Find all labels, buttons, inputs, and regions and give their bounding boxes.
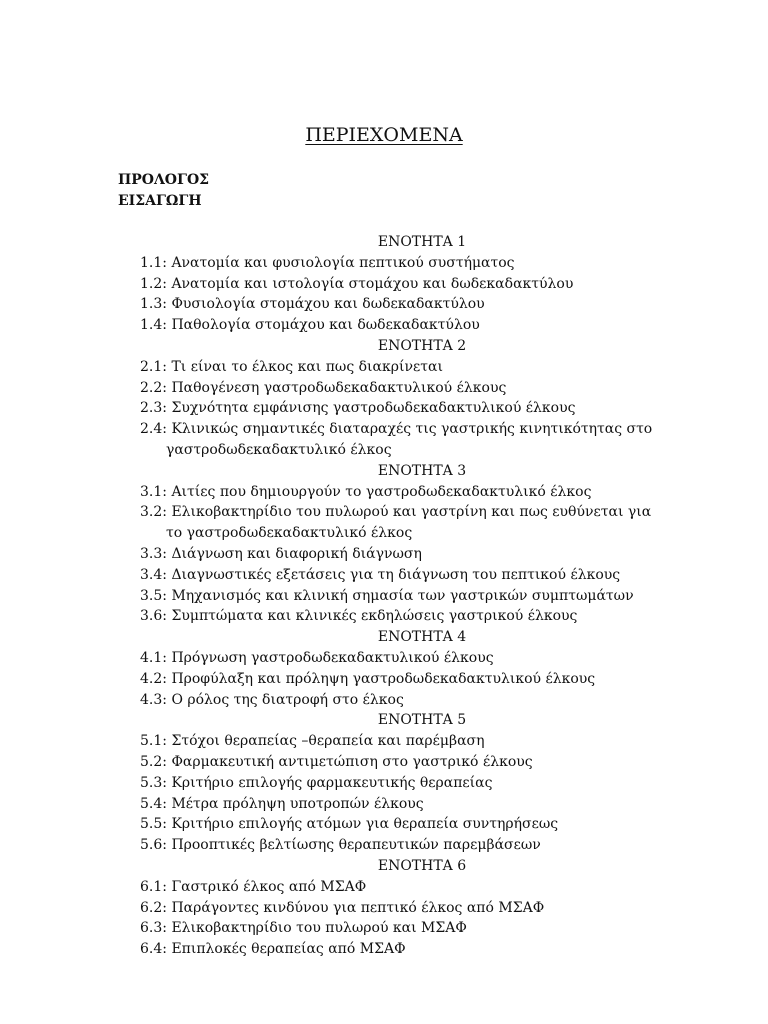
section-heading: ΕΝΟΤΗΤΑ 6 bbox=[377, 857, 467, 874]
toc-entry bbox=[140, 731, 700, 752]
toc-entry-number: 3.4: bbox=[140, 566, 167, 583]
section-heading: ΕΝΟΤΗΤΑ 5 bbox=[377, 712, 467, 729]
toc-entry-title: Επιπλοκές θεραπείας από ΜΣΑΦ bbox=[171, 941, 406, 958]
toc-entry bbox=[140, 773, 700, 794]
toc-entry-title: Ανατομία και φυσιολογία πεπτικού συστήματος bbox=[171, 254, 515, 271]
toc-entry-title: Προοπτικές βελτίωσης θεραπευτικών παρεμβάσεων bbox=[171, 837, 541, 854]
toc-entry-title: Τι είναι το έλκος και πως διακρίνεται bbox=[171, 358, 443, 375]
toc-entry bbox=[140, 835, 700, 856]
front-matter-item: ΠΡΟΛΟΓΟΣ bbox=[118, 172, 210, 188]
toc-entry-number: 3.6: bbox=[140, 608, 167, 625]
toc-entry-title: Παράγοντες κινδύνου για πεπτικό έλκος από ΜΣΑΦ bbox=[171, 899, 545, 916]
toc-entry-title: Αιτίες που δημιουργούν το γαστροδωδεκαδακτυλικό έλκος bbox=[171, 483, 592, 500]
toc-entry bbox=[140, 398, 700, 419]
toc-entry bbox=[140, 877, 700, 898]
toc-entry-number: 5.5: bbox=[140, 816, 167, 833]
page-title: ΠΕΡΙΕΧΟΜΕΝΑ bbox=[305, 124, 463, 146]
toc-entry bbox=[140, 606, 700, 627]
toc-entry-title: Ανατομία και ιστολογία στομάχου και δωδεκαδακτύλου bbox=[171, 275, 574, 292]
toc-entry bbox=[140, 565, 700, 586]
toc-entry-number: 6.4: bbox=[140, 941, 167, 958]
toc-entry-number: 1.3: bbox=[140, 296, 167, 313]
toc-entry-number: 4.3: bbox=[140, 691, 167, 708]
toc-entry bbox=[140, 814, 700, 835]
toc-entry bbox=[140, 357, 700, 378]
toc-entry-title: Ελικοβακτηρίδιο του πυλωρού και γαστρίνη και πως ευθύνεται για bbox=[171, 504, 652, 521]
toc-entry bbox=[140, 669, 700, 690]
toc-entry-number: 1.1: bbox=[140, 254, 167, 271]
toc-entry bbox=[140, 419, 700, 461]
toc-entry bbox=[140, 690, 700, 711]
toc-entry bbox=[140, 939, 700, 960]
toc-entry-title: Μηχανισμός και κλινική σημασία των γαστρικών συμπτωμάτων bbox=[171, 587, 634, 604]
toc-entry-number: 4.2: bbox=[140, 670, 167, 687]
toc-entry-number: 6.1: bbox=[140, 878, 167, 895]
toc-entry-title: Κριτήριο επιλογής φαρμακευτικής θεραπείας bbox=[171, 774, 493, 791]
toc-entry bbox=[140, 378, 700, 399]
toc-entry-title: Συμπτώματα και κλινικές εκδηλώσεις γαστρικού έλκους bbox=[171, 608, 578, 625]
section-heading: ΕΝΟΤΗΤΑ 2 bbox=[377, 337, 467, 354]
toc-entry-continuation: γαστροδωδεκαδακτυλικό έλκος bbox=[166, 441, 392, 458]
toc-entry-title: Στόχοι θεραπείας –θεραπεία και παρέμβαση bbox=[171, 733, 485, 750]
toc-entry-title: Φαρμακευτική αντιμετώπιση στο γαστρικό έλκους bbox=[171, 753, 533, 770]
toc-entry-title: Προφύλαξη και πρόληψη γαστροδωδεκαδακτυλικού έλκους bbox=[171, 670, 596, 687]
section-heading: ΕΝΟΤΗΤΑ 4 bbox=[377, 629, 467, 646]
toc-entry-number: 3.2: bbox=[140, 504, 167, 521]
front-matter-item: ΕΙΣΑΓΩΓΗ bbox=[118, 193, 202, 209]
toc-entry bbox=[140, 315, 700, 336]
toc-entry bbox=[140, 752, 700, 773]
toc-entry-number: 1.4: bbox=[140, 317, 167, 334]
toc-entry-title: Πρόγνωση γαστροδωδεκαδακτυλικού έλκους bbox=[171, 649, 494, 666]
toc-entry-number: 3.1: bbox=[140, 483, 167, 500]
toc-entry bbox=[140, 648, 700, 669]
toc-entry-number: 5.1: bbox=[140, 733, 167, 750]
toc-entry-number: 2.3: bbox=[140, 400, 167, 417]
toc-entry-number: 2.1: bbox=[140, 358, 167, 375]
toc-entry bbox=[140, 544, 700, 565]
toc-entry-title: Κλινικώς σημαντικές διαταραχές τις γαστρικής κινητικότητας στο bbox=[171, 421, 653, 438]
toc-entry bbox=[140, 586, 700, 607]
toc-entry-title: Παθολογία στομάχου και δωδεκαδακτύλου bbox=[171, 317, 480, 334]
table-of-contents bbox=[140, 232, 700, 960]
toc-entry bbox=[140, 294, 700, 315]
toc-entry-title: Γαστρικό έλκος από ΜΣΑΦ bbox=[171, 878, 367, 895]
toc-entry-number: 3.3: bbox=[140, 545, 167, 562]
toc-entry bbox=[140, 253, 700, 274]
section-heading: ΕΝΟΤΗΤΑ 1 bbox=[377, 234, 467, 250]
toc-entry-title: Μέτρα πρόληψη υποτροπών έλκους bbox=[171, 795, 424, 812]
toc-entry-title: Συχνότητα εμφάνισης γαστροδωδεκαδακτυλικού έλκους bbox=[171, 400, 576, 417]
toc-entry-number: 3.5: bbox=[140, 587, 167, 604]
toc-entry-number: 5.6: bbox=[140, 837, 167, 854]
toc-entry-number: 5.2: bbox=[140, 753, 167, 770]
toc-entry-title: Ελικοβακτηρίδιο του πυλωρού και ΜΣΑΦ bbox=[171, 920, 467, 937]
toc-entry-title: Φυσιολογία στομάχου και δωδεκαδακτύλου bbox=[171, 296, 485, 313]
toc-entry bbox=[140, 918, 700, 939]
toc-entry bbox=[140, 794, 700, 815]
toc-entry-number: 2.2: bbox=[140, 379, 167, 396]
front-matter bbox=[118, 170, 209, 212]
toc-entry-title: Διαγνωστικές εξετάσεις για τη διάγνωση του πεπτικού έλκους bbox=[171, 566, 621, 583]
toc-entry-number: 5.3: bbox=[140, 774, 167, 791]
toc-entry bbox=[140, 502, 700, 544]
toc-entry bbox=[140, 274, 700, 295]
toc-entry-number: 5.4: bbox=[140, 795, 167, 812]
toc-entry-title: Ο ρόλος της διατροφή στο έλκος bbox=[171, 691, 404, 708]
toc-entry bbox=[140, 482, 700, 503]
toc-entry-number: 6.2: bbox=[140, 899, 167, 916]
toc-entry-number: 2.4: bbox=[140, 421, 167, 438]
section-heading: ΕΝΟΤΗΤΑ 3 bbox=[377, 462, 467, 479]
toc-entry-number: 1.2: bbox=[140, 275, 167, 292]
toc-entry-number: 6.3: bbox=[140, 920, 167, 937]
toc-entry-number: 4.1: bbox=[140, 649, 167, 666]
toc-entry-continuation: το γαστροδωδεκαδακτυλικό έλκος bbox=[166, 525, 413, 542]
toc-entry-title: Παθογένεση γαστροδωδεκαδακτυλικού έλκους bbox=[171, 379, 507, 396]
toc-entry-title: Κριτήριο επιλογής ατόμων για θεραπεία συντηρήσεως bbox=[171, 816, 559, 833]
toc-entry bbox=[140, 898, 700, 919]
toc-entry-title: Διάγνωση και διαφορική διάγνωση bbox=[171, 545, 422, 562]
